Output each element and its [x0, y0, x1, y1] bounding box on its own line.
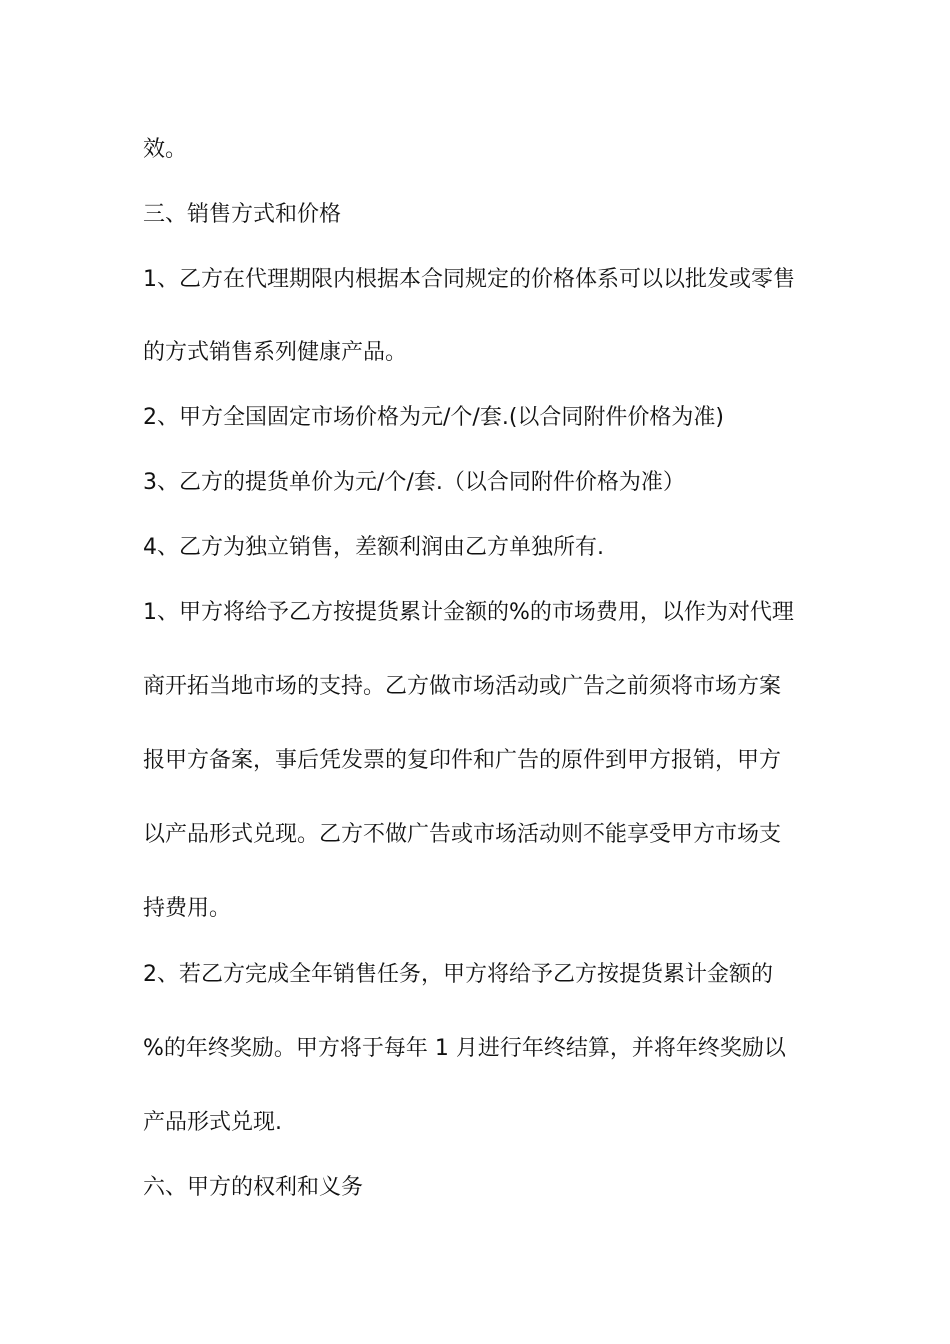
text-line-10: 报甲方备案，事后凭发票的复印件和广告的原件到甲方报销，甲方: [143, 748, 782, 773]
text-line-12: 持费用。: [143, 896, 232, 921]
text-line-9: 商开拓当地市场的支持。乙方做市场活动或广告之前须将市场方案: [143, 674, 782, 699]
text-line-3: 1、乙方在代理期限内根据本合同规定的价格体系可以以批发或零售: [143, 267, 795, 292]
text-line-7: 4、乙方为独立销售，差额利润由乙方单独所有.: [143, 535, 604, 560]
text-line-5: 2、甲方全国固定市场价格为元/个/套.(以合同附件价格为准): [143, 405, 724, 430]
text-line-15: 产品形式兑现.: [143, 1110, 282, 1135]
section-heading-party-a-rights: 六、甲方的权利和义务: [143, 1175, 364, 1200]
text-line-11: 以产品形式兑现。乙方不做广告或市场活动则不能享受甲方市场支: [143, 822, 782, 847]
text-line-8: 1、甲方将给予乙方按提货累计金额的%的市场费用，以作为对代理: [143, 600, 794, 625]
text-line-1: 效。: [143, 137, 188, 162]
text-line-6: 3、乙方的提货单价为元/个/套.（以合同附件价格为准）: [143, 470, 685, 495]
text-line-14: %的年终奖励。甲方将于每年 1 月进行年终结算，并将年终奖励以: [143, 1036, 786, 1061]
section-heading-sales-method: 三、销售方式和价格: [143, 202, 342, 227]
text-line-13: 2、若乙方完成全年销售任务，甲方将给予乙方按提货累计金额的: [143, 962, 773, 987]
text-line-4: 的方式销售系列健康产品。: [143, 340, 408, 365]
